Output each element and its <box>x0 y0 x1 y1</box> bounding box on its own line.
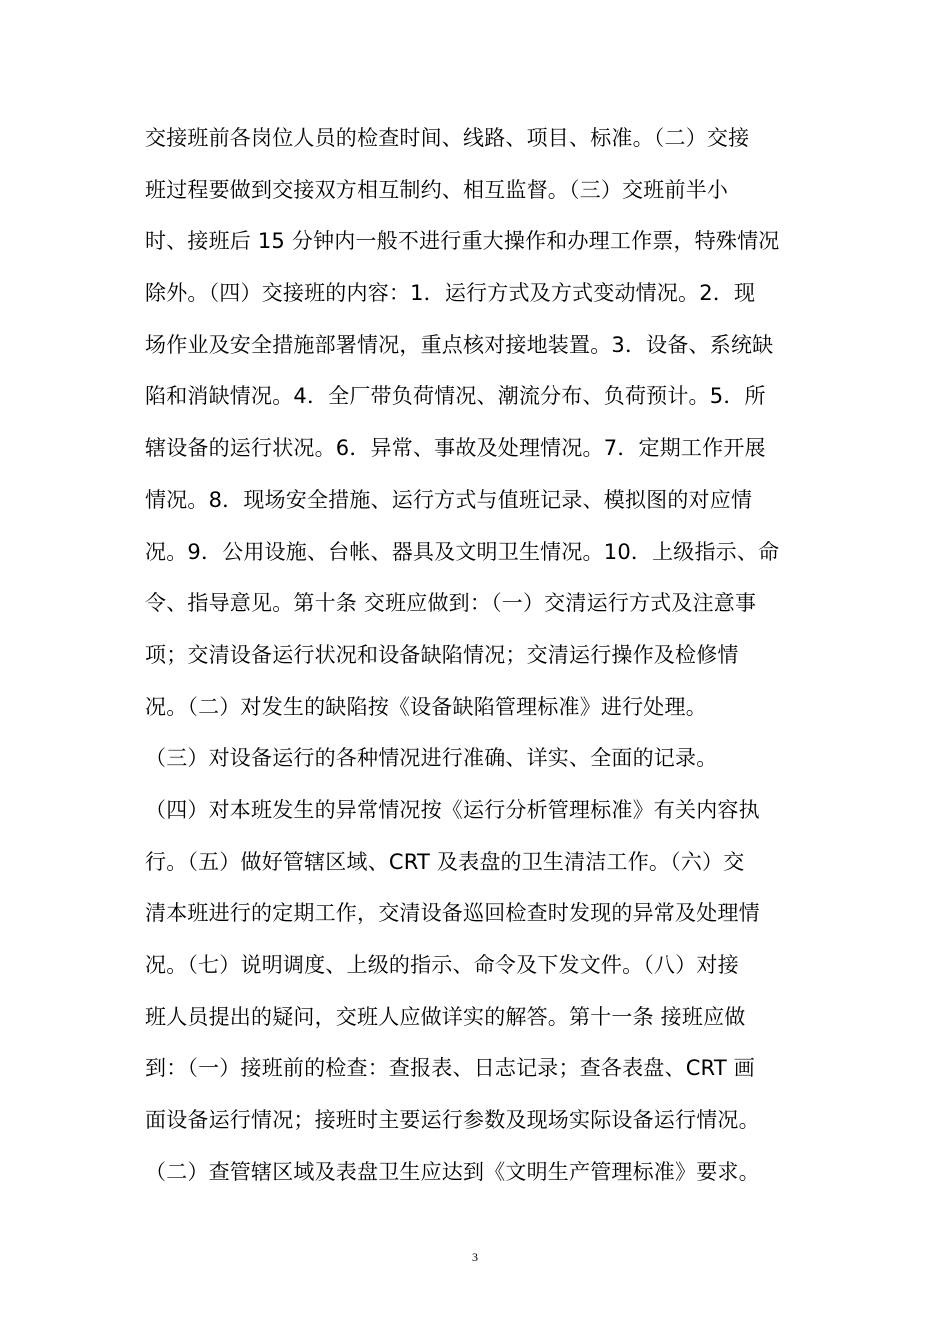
text-line: 情况。8．现场安全措施、运行方式与值班记录、模拟图的对应情 <box>145 487 753 512</box>
body-text <box>145 119 815 1204</box>
text-line: 到：（一）接班前的检查：查报表、日志记录；查各表盘、CRT 画 <box>145 1056 755 1081</box>
text-line: 面设备运行情况；接班时主要运行参数及现场实际设备运行情况。 <box>145 1108 760 1133</box>
page-number: 3 <box>472 1250 478 1264</box>
text-line: 况。（二）对发生的缺陷按《设备缺陷管理标准》进行处理。 <box>145 694 707 719</box>
text-line: 辖设备的运行状况。6．异常、事故及处理情况。7．定期工作开展 <box>145 436 766 461</box>
text-line: 陷和消缺情况。4．全厂带负荷情况、潮流分布、负荷预计。5．所 <box>145 384 766 409</box>
text-line: 项；交清设备运行状况和设备缺陷情况；交清运行操作及检修情 <box>145 642 739 667</box>
text-line: （二）查管辖区域及表盘卫生应达到《文明生产管理标准》要求。 <box>145 1159 760 1184</box>
text-line: 交接班前各岗位人员的检查时间、线路、项目、标准。（二）交接 <box>145 126 750 150</box>
text-line: 班过程要做到交接双方相互制约、相互监督。（三）交班前半小 <box>145 177 729 202</box>
text-line: 除外。（四）交接班的内容：1．运行方式及方式变动情况。2．现 <box>145 281 756 306</box>
text-line: （四）对本班发生的异常情况按《运行分析管理标准》有关内容执 <box>145 797 760 822</box>
text-line: 时、接班后 15 分钟内一般不进行重大操作和办理工作票，特殊情况 <box>145 229 780 254</box>
text-line: 令、指导意见。第十条 交班应做到：（一）交清运行方式及注意事 <box>145 591 757 616</box>
text-line: 场作业及安全措施部署情况，重点核对接地装置。3．设备、系统缺 <box>145 332 774 357</box>
text-line: 清本班进行的定期工作，交清设备巡回检查时发现的异常及处理情 <box>145 901 760 926</box>
text-line: 况。9．公用设施、台帐、器具及文明卫生情况。10．上级指示、命 <box>145 539 780 564</box>
text-line: 行。（五）做好管辖区域、CRT 及表盘的卫生清洁工作。（六）交 <box>145 849 745 874</box>
text-line: 班人员提出的疑问，交班人应做详实的解答。第十一条 接班应做 <box>145 1004 746 1029</box>
text-line: 况。（七）说明调度、上级的指示、命令及下发文件。（八）对接 <box>145 953 739 977</box>
text-line: （三）对设备运行的各种情况进行准确、详实、全面的记录。 <box>145 746 718 771</box>
